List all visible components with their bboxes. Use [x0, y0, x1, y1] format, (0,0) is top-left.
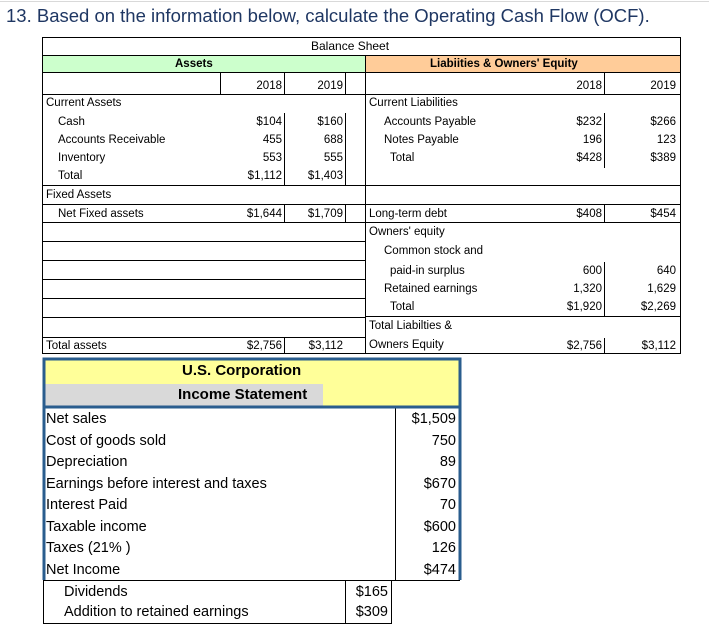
cash-2019: $160 — [317, 116, 343, 128]
cash-2018: $104 — [256, 116, 282, 128]
current-liab-total-2019: $389 — [650, 152, 676, 164]
taxes-value: 126 — [431, 540, 456, 556]
owners-equity-label: Owners' equity — [369, 226, 445, 238]
balance-sheet-title: Balance Sheet — [311, 39, 390, 53]
taxable-income-label: Taxable income — [46, 519, 147, 535]
total-assets-label: Total assets — [46, 340, 107, 352]
company-name: U.S. Corporation — [182, 362, 302, 379]
asset-year-2018: 2018 — [256, 80, 282, 92]
taxable-income-value: $600 — [423, 519, 456, 535]
ar-2018: 455 — [262, 134, 282, 146]
inventory-2019: 555 — [323, 152, 343, 164]
current-assets-total-label: Total — [58, 170, 83, 182]
net-income-label: Net Income — [46, 562, 121, 578]
net-fixed-2018: $1,644 — [246, 208, 282, 220]
question-text: 13. Based on the information below, calculate the Operating Cash Flow (OCF). — [6, 5, 650, 26]
interest-value: 70 — [439, 497, 456, 513]
current-assets-total-2019: $1,403 — [307, 170, 343, 182]
net-fixed-label: Net Fixed assets — [58, 208, 144, 220]
total-assets-2019: $3,112 — [308, 340, 343, 352]
total-liab-equity-2018: $2,756 — [566, 340, 602, 352]
np-2018: 196 — [582, 134, 602, 146]
inventory-label: Inventory — [58, 152, 106, 164]
current-assets-label: Current Assets — [46, 97, 122, 109]
ebit-value: $670 — [423, 476, 456, 492]
ltd-2018: $408 — [576, 208, 602, 220]
addition-re-value: $309 — [355, 604, 388, 620]
net-fixed-2019: $1,709 — [307, 208, 343, 220]
liab-header: Liabiities & Owners' Equity — [430, 58, 578, 70]
liab-year-2019: 2019 — [650, 80, 676, 92]
cogs-value: 750 — [431, 433, 456, 449]
assets-header: Assets — [175, 58, 213, 70]
np-2019: 123 — [656, 134, 676, 146]
ltd-label: Long-term debt — [369, 208, 447, 220]
dividends-label: Dividends — [64, 584, 128, 600]
retained-earnings-2018: 1,320 — [573, 283, 602, 295]
interest-label: Interest Paid — [46, 497, 128, 513]
equity-total-2018: $1,920 — [566, 301, 602, 313]
ar-2019: 688 — [323, 134, 343, 146]
total-liab-equity-2019: $3,112 — [641, 340, 676, 352]
net-income-value: $474 — [423, 562, 456, 578]
common-stock-label-1: Common stock and — [384, 245, 484, 257]
inventory-2018: 553 — [262, 152, 282, 164]
np-label: Notes Payable — [384, 134, 459, 146]
current-liab-total-label: Total — [390, 152, 415, 164]
net-sales-value: $1,509 — [411, 411, 456, 427]
taxes-label: Taxes (21% ) — [46, 540, 131, 556]
fixed-assets-label: Fixed Assets — [46, 189, 112, 201]
common-stock-2018: 600 — [582, 265, 602, 277]
depreciation-label: Depreciation — [46, 454, 128, 470]
total-liab-equity-label-2: Owners Equity — [369, 339, 444, 351]
total-assets-2018: $2,756 — [246, 340, 282, 352]
common-stock-label-2: paid-in surplus — [390, 265, 465, 277]
retained-earnings-2019: 1,629 — [647, 283, 676, 295]
equity-total-label: Total — [390, 301, 415, 313]
income-statement-title: Income Statement — [178, 386, 308, 403]
equity-total-2019: $2,269 — [640, 301, 676, 313]
ar-label: Accounts Receivable — [58, 134, 166, 146]
current-liab-label: Current Liabilities — [369, 97, 458, 109]
common-stock-2019: 640 — [656, 265, 676, 277]
current-liab-total-2018: $428 — [576, 152, 602, 164]
cash-label: Cash — [58, 116, 85, 128]
asset-year-2019: 2019 — [317, 80, 343, 92]
ap-2018: $232 — [576, 116, 602, 128]
dividends-value: $165 — [355, 584, 388, 600]
cogs-label: Cost of goods sold — [46, 433, 167, 449]
ap-label: Accounts Payable — [384, 116, 477, 128]
ebit-label: Earnings before interest and taxes — [46, 476, 267, 492]
total-liab-equity-label-1: Total Liabilties & — [369, 320, 453, 332]
depreciation-value: 89 — [439, 454, 456, 470]
liab-year-2018: 2018 — [576, 80, 602, 92]
current-assets-total-2018: $1,112 — [247, 170, 282, 182]
ltd-2019: $454 — [650, 208, 676, 220]
ap-2019: $266 — [650, 116, 676, 128]
retained-earnings-label: Retained earnings — [384, 283, 478, 295]
addition-re-label: Addition to retained earnings — [64, 604, 249, 620]
net-sales-label: Net sales — [46, 411, 107, 427]
